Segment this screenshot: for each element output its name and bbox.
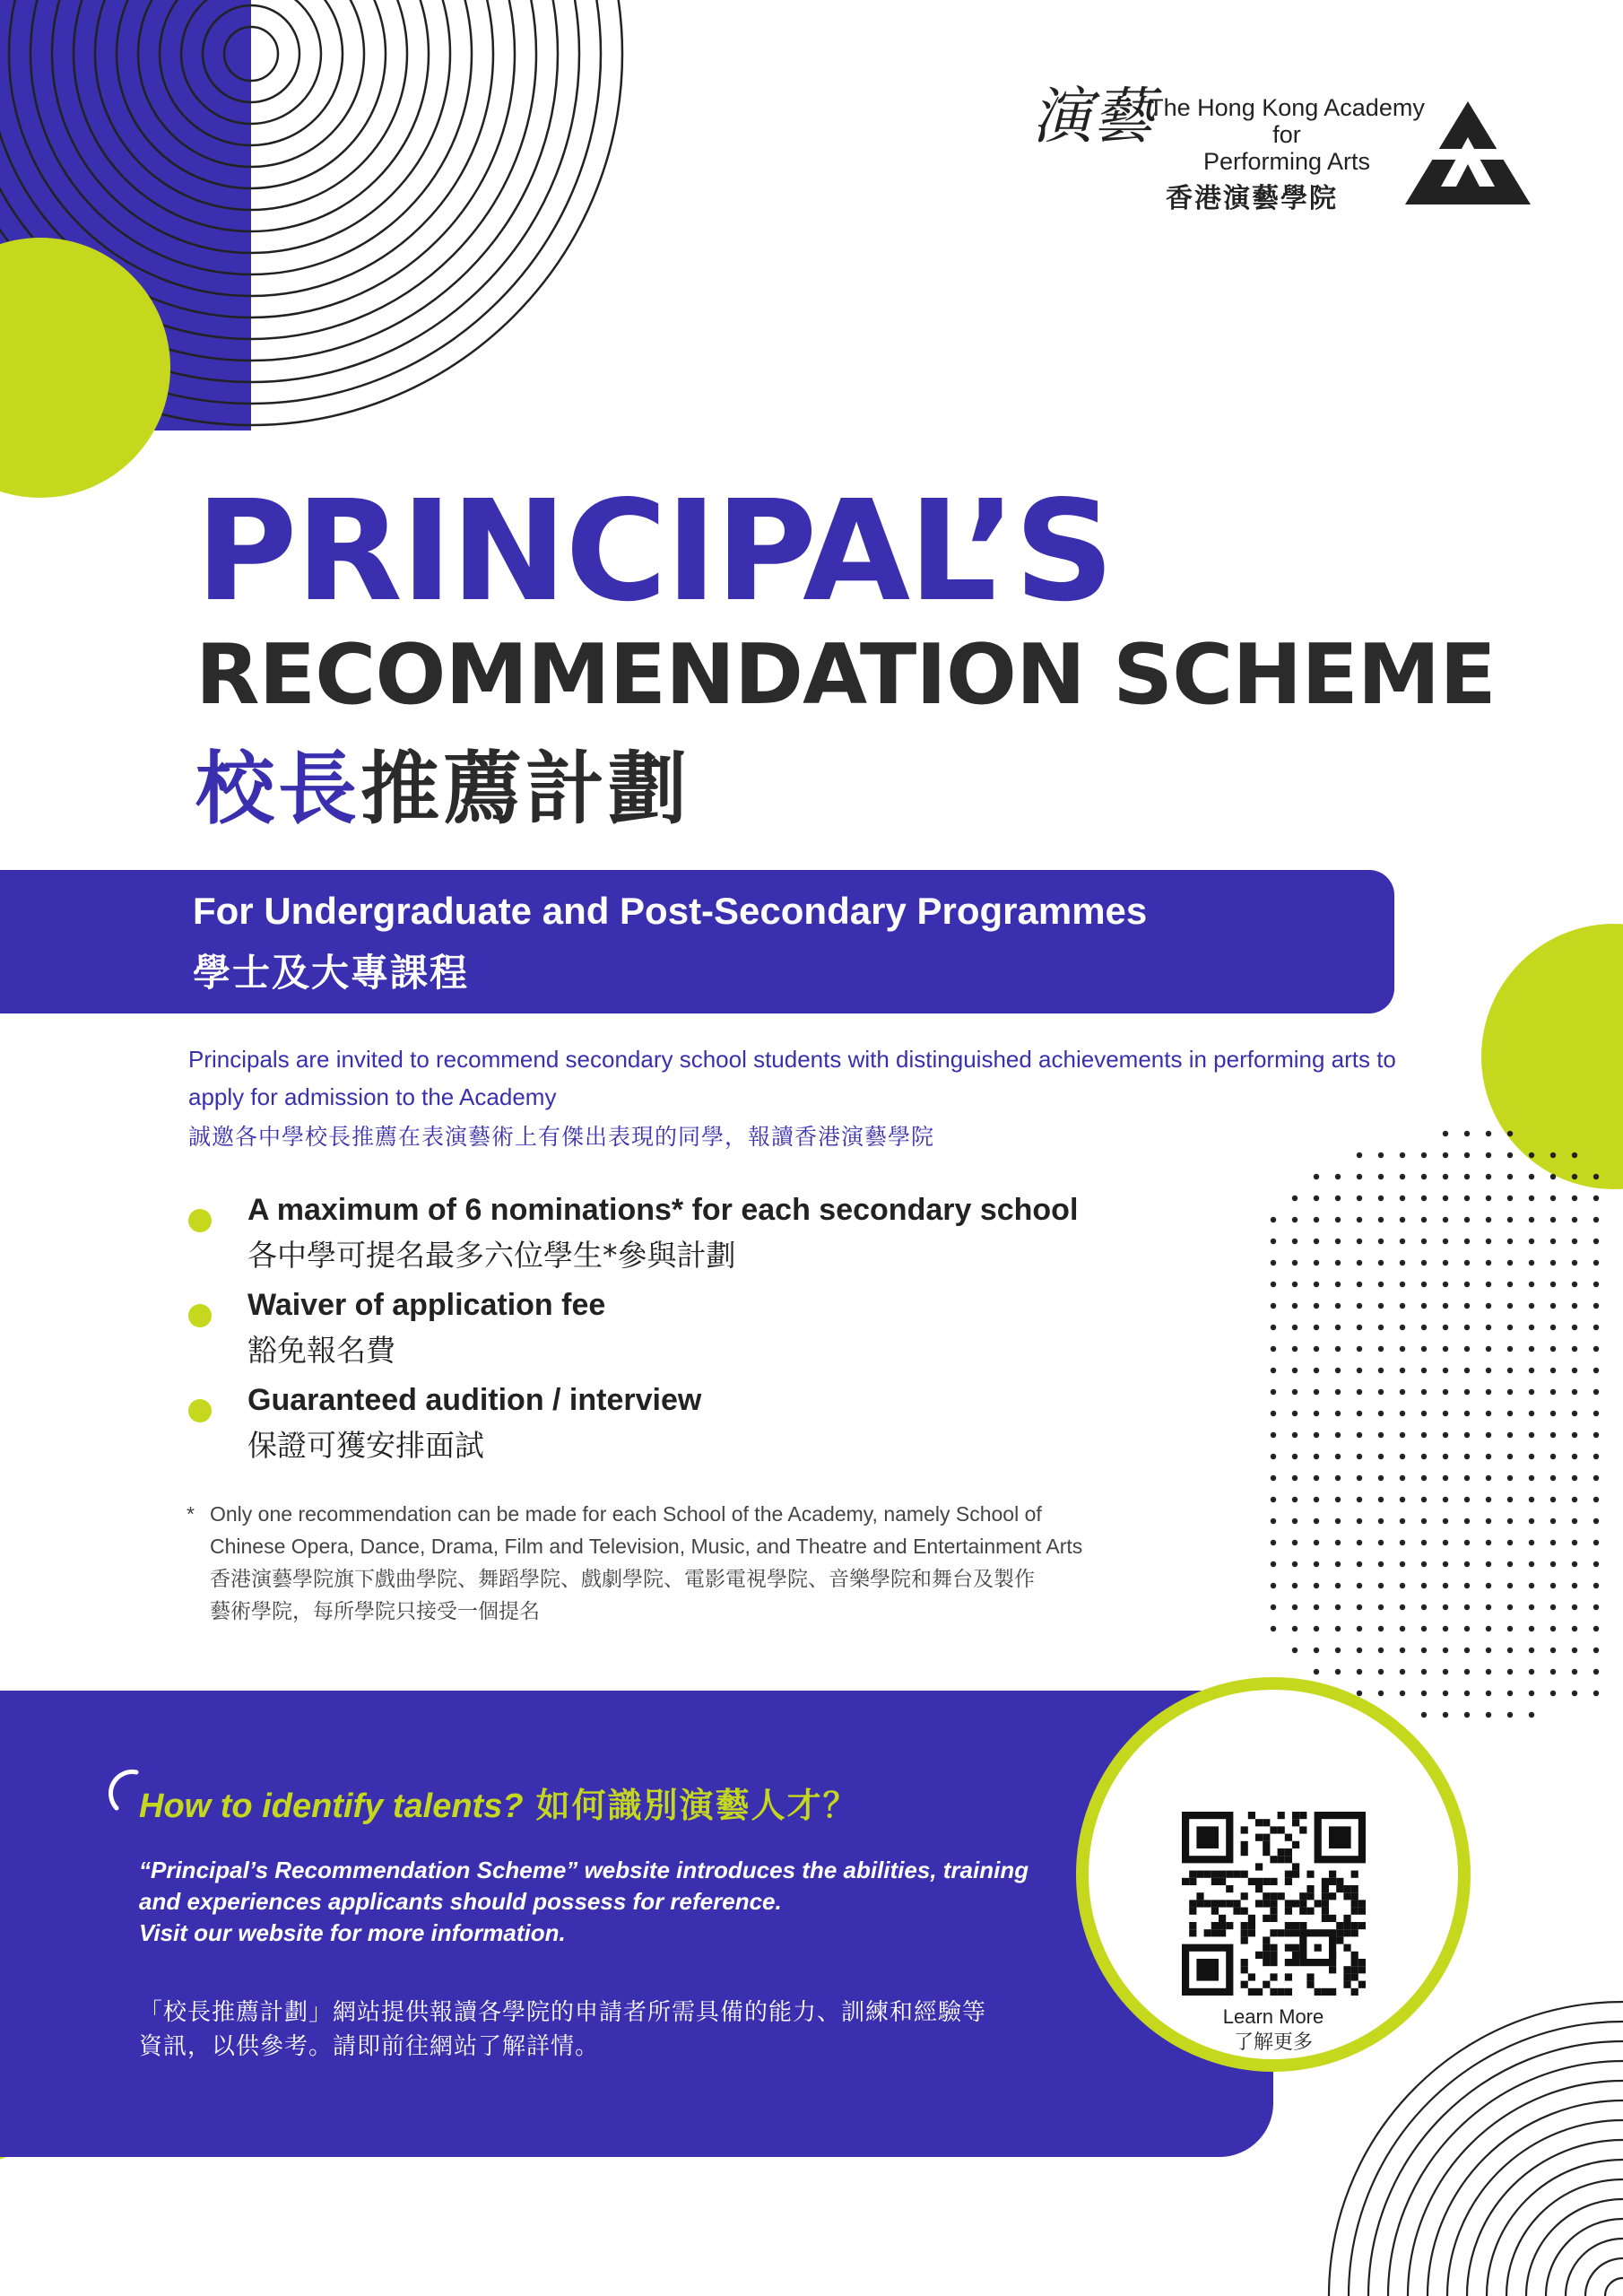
academy-name-zh: 香港演藝學院 <box>1166 183 1338 214</box>
intro-text-en: Principals are invited to recommend secondary school students with distinguished achievements in performing arts to apply for admission to the Academy <box>188 1046 1396 1110</box>
talents-heading: How to identify talents? 如何識別演藝人才？ <box>139 1787 859 1825</box>
title-principals: PRINCIPAL’S <box>195 470 1113 632</box>
qr-code[interactable] <box>1182 1812 1366 1996</box>
website-info-zh: 「校長推薦計劃」網站提供報讀各學院的申請者所需具備的能力、訓練和經驗等 資訊，以供參考。請即前往網站了解詳情。 <box>139 1999 987 2060</box>
academy-name-en: The Hong Kong Academy for Performing Arts <box>1149 94 1425 175</box>
arc-accent-icon <box>106 1767 142 1813</box>
banner-text-zh: 學士及大專課程 <box>193 951 470 995</box>
bullet-dot-icon <box>188 1304 212 1327</box>
logo-calligraphy: 演藝 <box>1031 82 1154 152</box>
banner-text-en: For Undergraduate and Post-Secondary Programmes <box>193 890 1148 932</box>
bullet-dot-icon <box>188 1209 212 1232</box>
website-info-en: “Principal’s Recommendation Scheme” website introduces the abilities, training and experiences applicants should possess for reference. Visit our website for more information. <box>139 1857 1029 1946</box>
apa-triangle-logo-icon <box>1401 97 1535 209</box>
learn-more-label[interactable]: Learn More 了解更多 <box>1222 2005 1324 2053</box>
title-recommendation-scheme: RECOMMENDATION SCHEME <box>195 626 1496 723</box>
title-zh: 校長推薦計劃 <box>195 743 691 835</box>
bullet-dot-icon <box>188 1399 212 1422</box>
intro-text-zh: 誠邀各中學校長推薦在表演藝術上有傑出表現的同學，報讀香港演藝學院 <box>188 1124 935 1150</box>
